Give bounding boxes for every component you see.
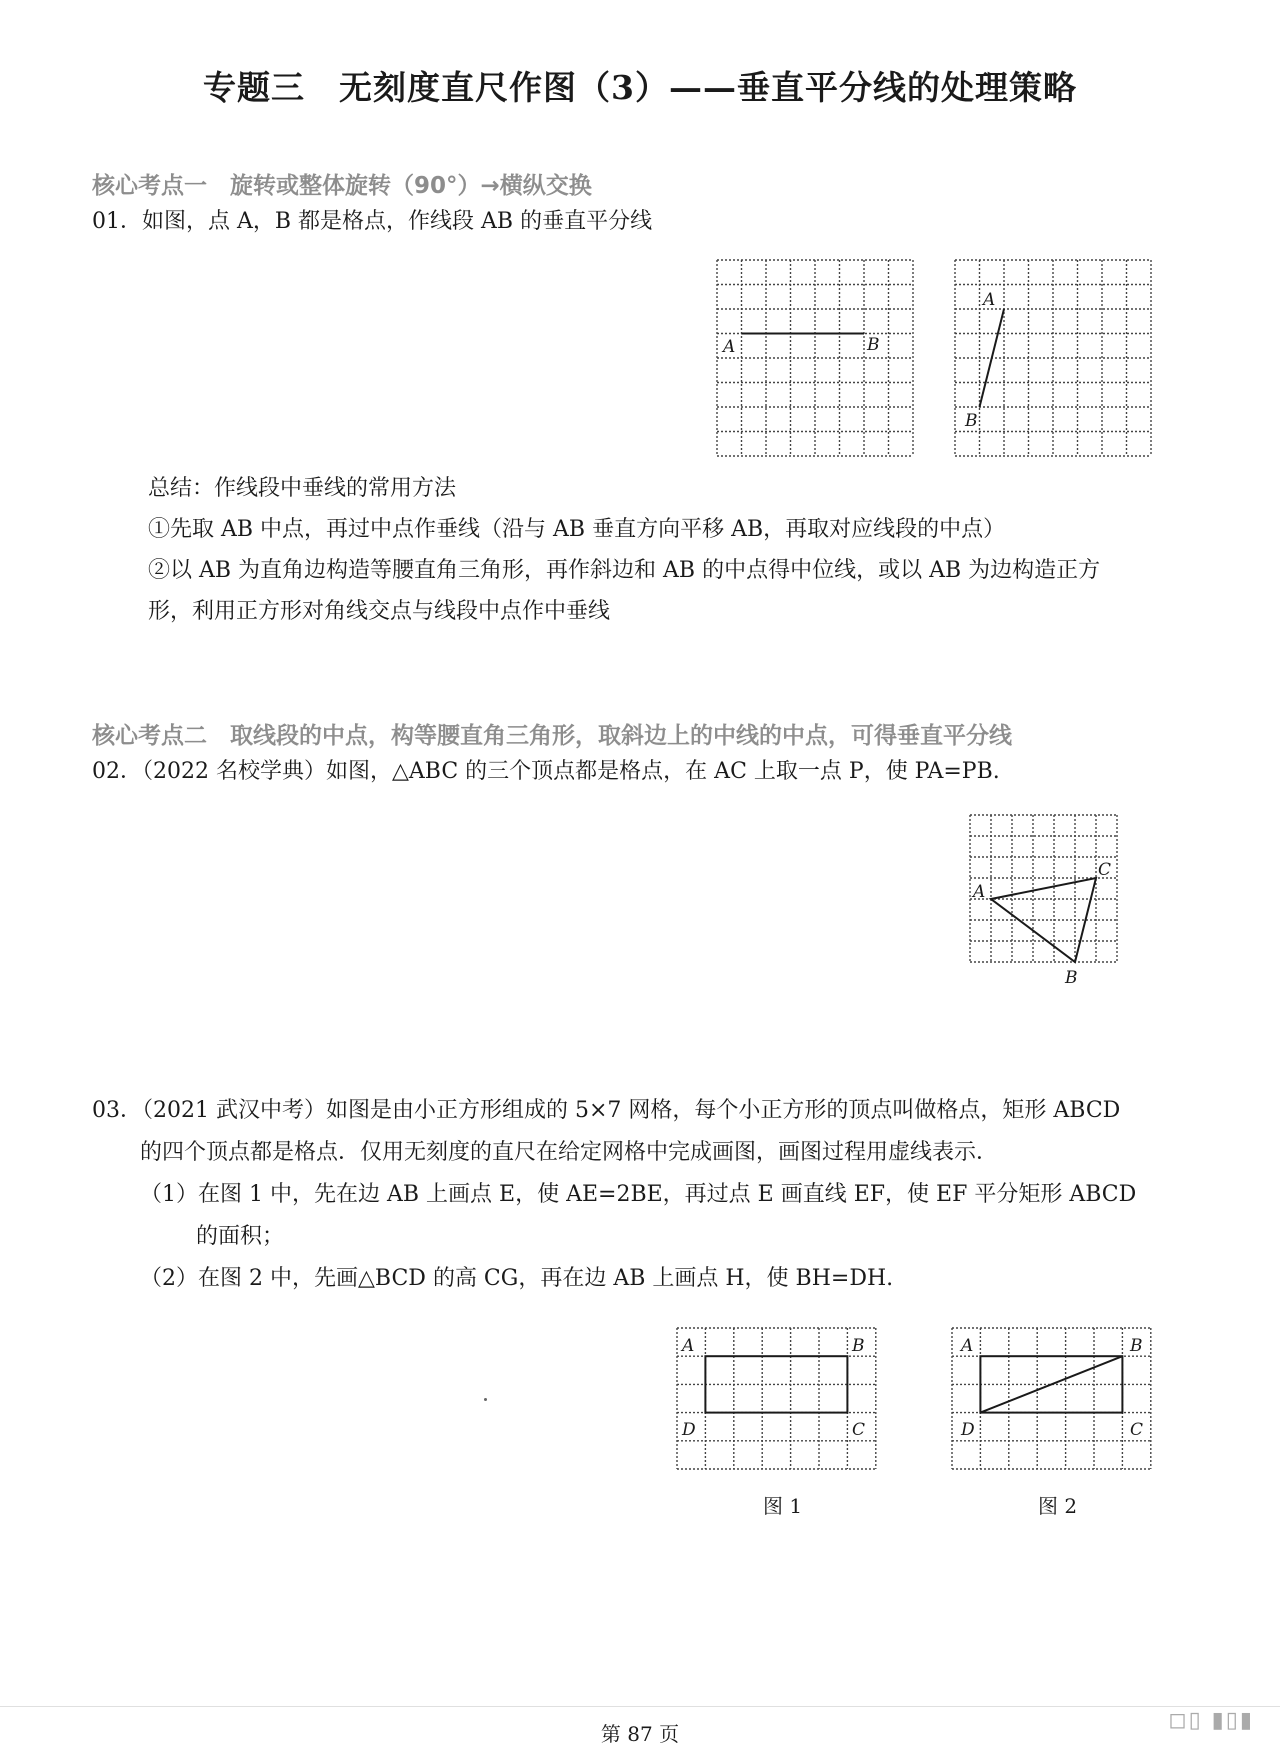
point-label-b: B — [1130, 1336, 1143, 1356]
figure-1-caption: 图 1 — [763, 1494, 803, 1518]
section-heading-1: 核心考点一 旋转或整体旋转（90°）→横纵交换 — [92, 173, 592, 199]
figure-2-caption: 图 2 — [1038, 1494, 1078, 1518]
question-03-line-1: 03．（2021 武汉中考）如图是由小正方形组成的 5×7 网格，每个小正方形的顶点叫做格点，矩形 ABCD — [92, 1098, 1121, 1123]
q2-grid-figure-triangle — [970, 815, 1135, 988]
section-heading-2: 核心考点二 取线段的中点，构等腰直角三角形，取斜边上的中线的中点，可得垂直平分线 — [92, 723, 1012, 749]
question-01-text: 01．如图，点 A，B 都是格点，作线段 AB 的垂直平分线 — [92, 209, 653, 234]
grid-lines — [717, 260, 913, 456]
q3-grid-figure-2 — [952, 1328, 1152, 1471]
point-label-b: B — [1065, 968, 1078, 988]
question-03-line-2: 的四个顶点都是格点．仅用无刻度的直尺在给定网格中完成画图，画图过程用虚线表示． — [140, 1140, 999, 1165]
question-02-text: 02．（2022 名校学典）如图，△ABC 的三个顶点都是格点，在 AC 上取一点 P，使 PA=PB. — [92, 759, 1000, 784]
point-label-b: B — [852, 1336, 865, 1356]
page-title: 专题三 无刻度直尺作图（3）——垂直平分线的处理策略 — [203, 68, 1077, 107]
point-label-c: C — [1130, 1420, 1144, 1440]
question-03-part-2: （2）在图 2 中，先画△BCD 的高 CG，再在边 AB 上画点 H，使 BH=DH. — [140, 1266, 894, 1291]
point-label-a: A — [682, 1336, 695, 1356]
q1-grid-figure-slanted — [955, 260, 1151, 457]
point-label-c: C — [852, 1420, 866, 1440]
summary-item-2-line-1: ②以 AB 为直角边构造等腰直角三角形，再作斜边和 AB 的中点得中位线，或以 AB 为边构造正方 — [148, 558, 1101, 583]
question-03-part-1-line-2: 的面积； — [196, 1224, 285, 1249]
watermark-marks: ◻▯ ▮▯▮ — [1168, 1708, 1254, 1733]
point-label-a: A — [973, 882, 986, 902]
summary-item-2-line-2: 形，利用正方形对角线交点与线段中点作中垂线 — [148, 599, 611, 624]
point-label-c: C — [1098, 860, 1112, 880]
point-label-a: A — [723, 337, 736, 357]
point-label-b: B — [965, 411, 978, 431]
summary-heading: 总结：作线段中垂线的常用方法 — [148, 476, 457, 501]
page-number: 第 87 页 — [600, 1722, 680, 1746]
grid-lines — [952, 1328, 1151, 1469]
point-label-a: A — [961, 1336, 974, 1356]
point-label-d: D — [961, 1420, 975, 1440]
grid-lines — [677, 1328, 876, 1469]
point-label-a: A — [983, 290, 996, 310]
summary-item-1: ①先取 AB 中点，再过中点作垂线（沿与 AB 垂直方向平移 AB，再取对应线段的中点） — [148, 517, 1006, 542]
footer-divider — [0, 1706, 1280, 1707]
point-label-d: D — [682, 1420, 696, 1440]
print-speck — [484, 1398, 487, 1401]
q1-grid-figure-horizontal — [717, 260, 913, 457]
q3-grid-figure-1 — [677, 1328, 877, 1471]
point-label-b: B — [867, 335, 880, 355]
question-03-part-1-line-1: （1）在图 1 中，先在边 AB 上画点 E，使 AE=2BE，再过点 E 画直线 EF，使 EF 平分矩形 ABCD — [140, 1182, 1137, 1207]
